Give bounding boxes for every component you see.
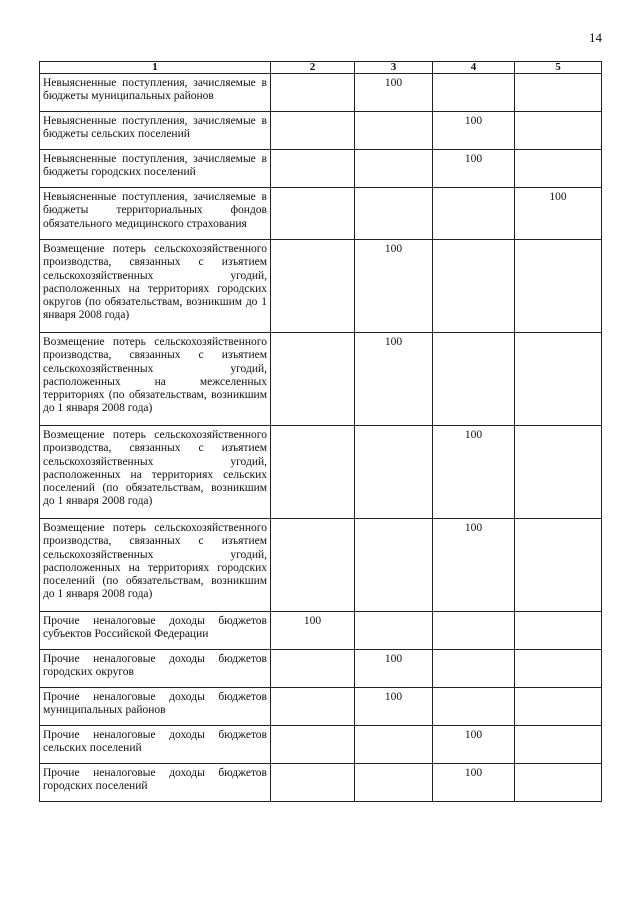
row-description: Возмещение потерь сельскохозяйственного производства, связанных с изъятием сельскохозяйственных угодий, расположенных на межселенных территориях (по обязательствам, возникшим до 1 января 2008 года) xyxy=(40,333,271,426)
percent-cell-c5 xyxy=(515,612,602,650)
table-row xyxy=(40,112,602,150)
row-description: Возмещение потерь сельскохозяйственного производства, связанных с изъятием сельскохозяйственных угодий, расположенных на территориях сельских поселений (по обязательствам, возникшим до 1 января 2008 года) xyxy=(40,426,271,519)
percent-cell-c4 xyxy=(433,650,515,688)
percent-cell-c3: 100 xyxy=(355,240,433,333)
percent-cell-c5 xyxy=(515,150,602,188)
column-header: 2 xyxy=(271,62,355,74)
percent-cell-c3 xyxy=(355,519,433,612)
percent-cell-c4 xyxy=(433,240,515,333)
percent-cell-c2: 100 xyxy=(271,612,355,650)
percent-cell-c2 xyxy=(271,726,355,764)
table-row xyxy=(40,426,602,519)
row-description: Прочие неналоговые доходы бюджетов субъектов Российской Федерации xyxy=(40,612,271,650)
row-description: Прочие неналоговые доходы бюджетов сельских поселений xyxy=(40,726,271,764)
percent-cell-c4: 100 xyxy=(433,150,515,188)
row-description: Прочие неналоговые доходы бюджетов городских поселений xyxy=(40,764,271,802)
table-row xyxy=(40,188,602,240)
row-description: Возмещение потерь сельскохозяйственного производства, связанных с изъятием сельскохозяйственных угодий, расположенных на территориях городских округов (по обязательствам, возникшим до 1 января 2008 года) xyxy=(40,240,271,333)
percent-cell-c2 xyxy=(271,112,355,150)
row-description: Невыясненные поступления, зачисляемые в бюджеты сельских поселений xyxy=(40,112,271,150)
percent-cell-c3 xyxy=(355,764,433,802)
row-description: Невыясненные поступления, зачисляемые в бюджеты муниципальных районов xyxy=(40,74,271,112)
table-row xyxy=(40,688,602,726)
percent-cell-c2 xyxy=(271,650,355,688)
percent-cell-c5 xyxy=(515,764,602,802)
row-description: Прочие неналоговые доходы бюджетов городских округов xyxy=(40,650,271,688)
percent-cell-c2 xyxy=(271,688,355,726)
percent-cell-c3 xyxy=(355,612,433,650)
table-row xyxy=(40,150,602,188)
percent-cell-c4 xyxy=(433,333,515,426)
percent-cell-c5 xyxy=(515,112,602,150)
percent-cell-c2 xyxy=(271,150,355,188)
percent-cell-c4 xyxy=(433,188,515,240)
table-row xyxy=(40,519,602,612)
row-description: Прочие неналоговые доходы бюджетов муниципальных районов xyxy=(40,688,271,726)
table-header-row xyxy=(40,62,602,74)
percent-cell-c2 xyxy=(271,426,355,519)
percent-cell-c5 xyxy=(515,426,602,519)
percent-cell-c2 xyxy=(271,519,355,612)
percent-cell-c5 xyxy=(515,240,602,333)
percent-cell-c2 xyxy=(271,188,355,240)
percent-cell-c4: 100 xyxy=(433,764,515,802)
percent-cell-c3 xyxy=(355,188,433,240)
percent-cell-c4: 100 xyxy=(433,726,515,764)
percent-cell-c4 xyxy=(433,612,515,650)
percent-cell-c3: 100 xyxy=(355,688,433,726)
column-header: 3 xyxy=(355,62,433,74)
percent-cell-c3 xyxy=(355,150,433,188)
table-row xyxy=(40,764,602,802)
percent-cell-c4 xyxy=(433,688,515,726)
percent-cell-c5 xyxy=(515,519,602,612)
table-row xyxy=(40,240,602,333)
percent-cell-c3: 100 xyxy=(355,650,433,688)
column-header: 1 xyxy=(40,62,271,74)
percent-cell-c4: 100 xyxy=(433,112,515,150)
row-description: Возмещение потерь сельскохозяйственного производства, связанных с изъятием сельскохозяйственных угодий, расположенных на территориях городских поселений (по обязательствам, возникшим до 1 января 2008 года) xyxy=(40,519,271,612)
percent-cell-c3 xyxy=(355,112,433,150)
percent-cell-c3 xyxy=(355,726,433,764)
table-row xyxy=(40,333,602,426)
percent-cell-c4: 100 xyxy=(433,519,515,612)
row-description: Невыясненные поступления, зачисляемые в бюджеты территориальных фондов обязательного медицинского страхования xyxy=(40,188,271,240)
percent-cell-c5 xyxy=(515,726,602,764)
row-description: Невыясненные поступления, зачисляемые в бюджеты городских поселений xyxy=(40,150,271,188)
percent-cell-c5 xyxy=(515,74,602,112)
percent-cell-c5 xyxy=(515,333,602,426)
table-row xyxy=(40,612,602,650)
percent-cell-c3 xyxy=(355,426,433,519)
percent-cell-c5: 100 xyxy=(515,188,602,240)
percent-cell-c2 xyxy=(271,333,355,426)
percent-cell-c2 xyxy=(271,240,355,333)
column-header: 5 xyxy=(515,62,602,74)
percent-cell-c2 xyxy=(271,74,355,112)
percent-cell-c4 xyxy=(433,74,515,112)
percent-cell-c3: 100 xyxy=(355,333,433,426)
percent-cell-c3: 100 xyxy=(355,74,433,112)
budget-distribution-table xyxy=(39,61,602,802)
percent-cell-c4: 100 xyxy=(433,426,515,519)
page-number: 14 xyxy=(589,30,602,45)
percent-cell-c2 xyxy=(271,764,355,802)
percent-cell-c5 xyxy=(515,688,602,726)
table-row xyxy=(40,650,602,688)
column-header: 4 xyxy=(433,62,515,74)
percent-cell-c5 xyxy=(515,650,602,688)
table-row xyxy=(40,74,602,112)
table-row xyxy=(40,726,602,764)
